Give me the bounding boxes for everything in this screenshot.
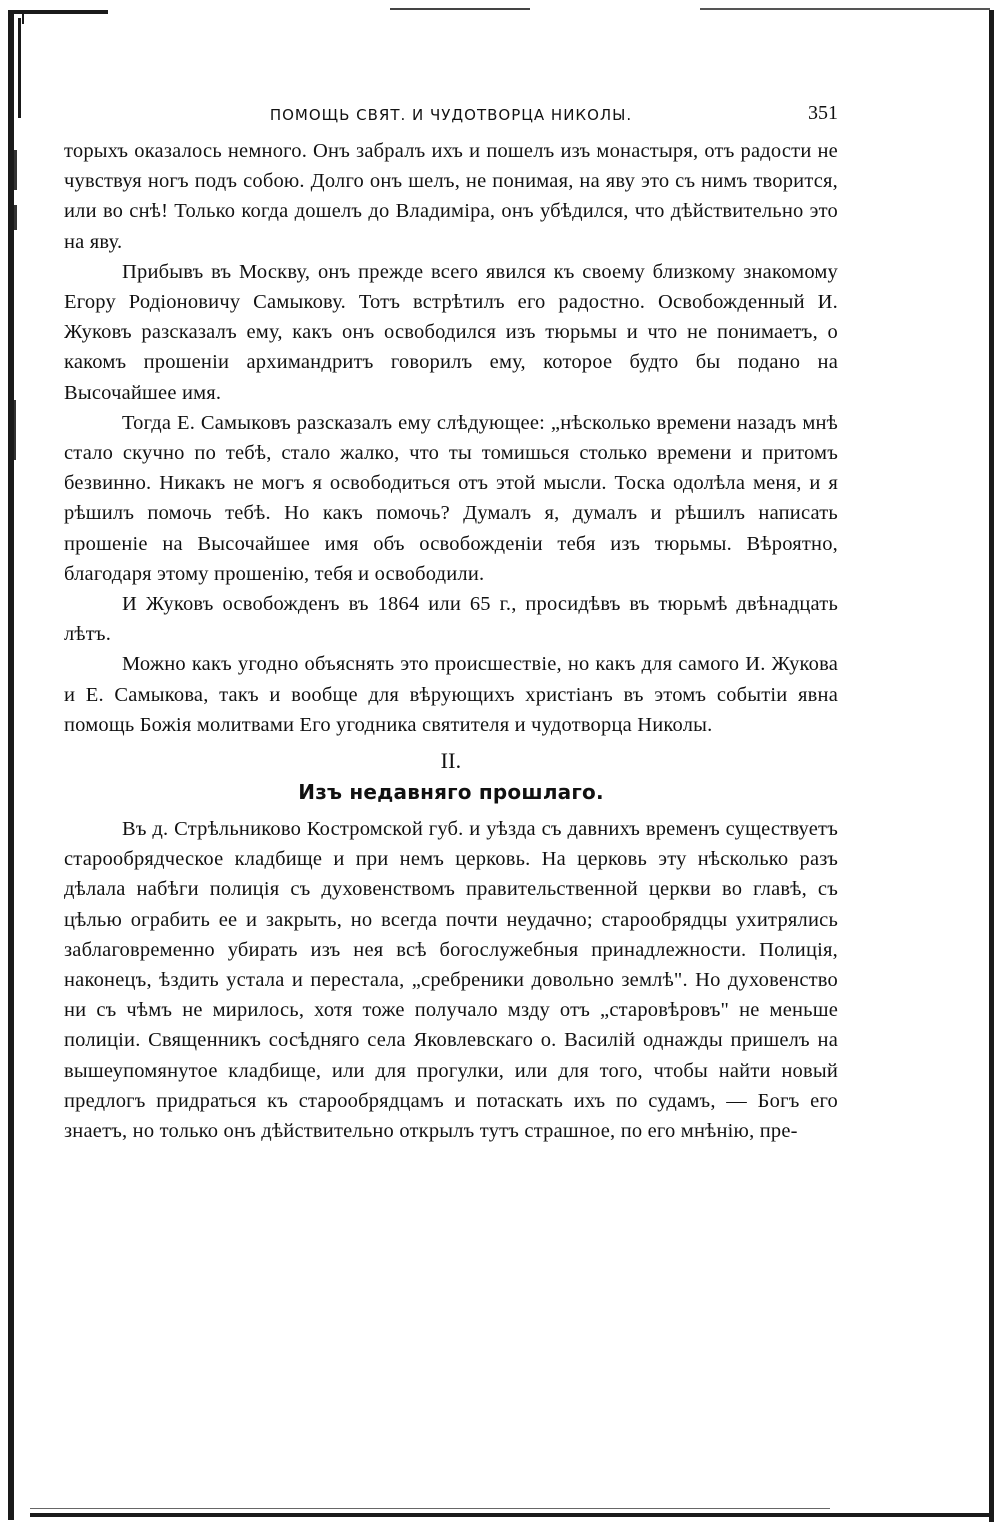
scan-edge-top [8, 10, 108, 14]
scan-edge-left [8, 10, 14, 1520]
paragraph: Можно какъ угодно объяснять это происшествіе, но какъ для самого И. Жукова и Е. Самыкова, такъ и вообще для вѣрующихъ христіанъ въ этомъ событіи явна помощь Божія молитвами Его угодника святителя и чудотворца Николы. [64, 653, 838, 736]
scan-edge-right [989, 10, 994, 1522]
paragraph: Тогда Е. Самыковъ разсказалъ ему слѣдующее: „нѣсколько времени назадъ мнѣ стало скучно по тебѣ, стало жалко, что ты томишься столько времени и притомъ безвинно. Никакъ не могъ я освободиться отъ этой мысли. Тоска одолѣла меня, и я рѣшилъ помочь тебѣ. Но какъ помочь? Думалъ я, думалъ и рѣшилъ написать прошеніе на Высочайшее имя объ освобожденіи тебя изъ тюрьмы. Вѣроятно, благодаря этому прошенію, тебя и освободили. [64, 411, 838, 585]
scan-edge-top-mid [390, 8, 530, 10]
page-number: 351 [808, 102, 838, 124]
paragraph: Прибывъ въ Москву, онъ прежде всего явился къ своему близкому знакомому Егору Родіоновичу Самыкову. Тотъ встрѣтилъ его радостно. Освобожденный И. Жуковъ разсказалъ ему, какъ онъ освободился изъ тюрьмы и что не понимаетъ, о какомъ прошеніи архимандритъ говорилъ ему, которое будто бы подано на Высочайшее имя. [64, 260, 838, 404]
section-title: Изъ недавняго прошлаго. [298, 780, 604, 805]
scan-edge-left-inner [18, 18, 21, 118]
scan-speck [14, 205, 17, 230]
scan-edge-top-right [700, 8, 990, 10]
paragraph: И Жуковъ освобожденъ въ 1864 или 65 г., просидѣвъ въ тюрьмѣ двѣнадцать лѣтъ. [64, 593, 838, 646]
body-text [64, 136, 838, 1146]
paragraph: торыхъ оказалось немного. Онъ забралъ ихъ и пошелъ изъ монастыря, отъ радости не чувствуя ногъ подъ собою. Долго онъ шелъ, не понимая, на яву это съ нимъ творится, или во снѣ! Только когда дошелъ до Владиміра, онъ убѣдился, что дѣйствительно это на яву. [64, 140, 838, 253]
scan-speck [14, 400, 16, 460]
section-number: II. [440, 748, 462, 774]
running-head [64, 98, 838, 136]
book-page [64, 98, 838, 1146]
scan-edge-bottom-thin [30, 1508, 830, 1509]
running-title: ПОМОЩЬ СВЯТ. И ЧУДОТВОРЦА НИКОЛЫ. [269, 106, 633, 124]
scan-speck [14, 150, 17, 190]
paragraph: Въ д. Стрѣльниково Костромской губ. и уѣзда съ давнихъ временъ существуетъ старообрядческое кладбище и при немъ церковь. На церковь эту нѣсколько разъ дѣлала набѣги полиція съ духовенствомъ правительственной церкви во главѣ, съ цѣлью ограбить ее и закрыть, но всегда почти неудачно; старообрядцы ухитрялись заблаговременно убирать изъ нея всѣ богослужебныя принадлежности. Полиція, наконецъ, ѣздить устала и перестала, „сребреники довольно землѣ". Но духовенство ни съ чѣмъ не мирилось, хотя тоже получало мзду отъ „старовѣровъ" не меньше полиціи. Священникъ сосѣдняго села Яковлевскаго о. Василій однажды пришелъ на вышеупомянутое кладбище, или для прогулки, или для того, чтобы найти новый предлогъ придраться къ старообрядцамъ и потаскать ихъ по судамъ, — Богъ его знаетъ, но только онъ дѣйствительно открылъ тутъ страшное, по его мнѣнію, пре- [64, 818, 838, 1143]
scan-edge-bottom [30, 1513, 992, 1517]
